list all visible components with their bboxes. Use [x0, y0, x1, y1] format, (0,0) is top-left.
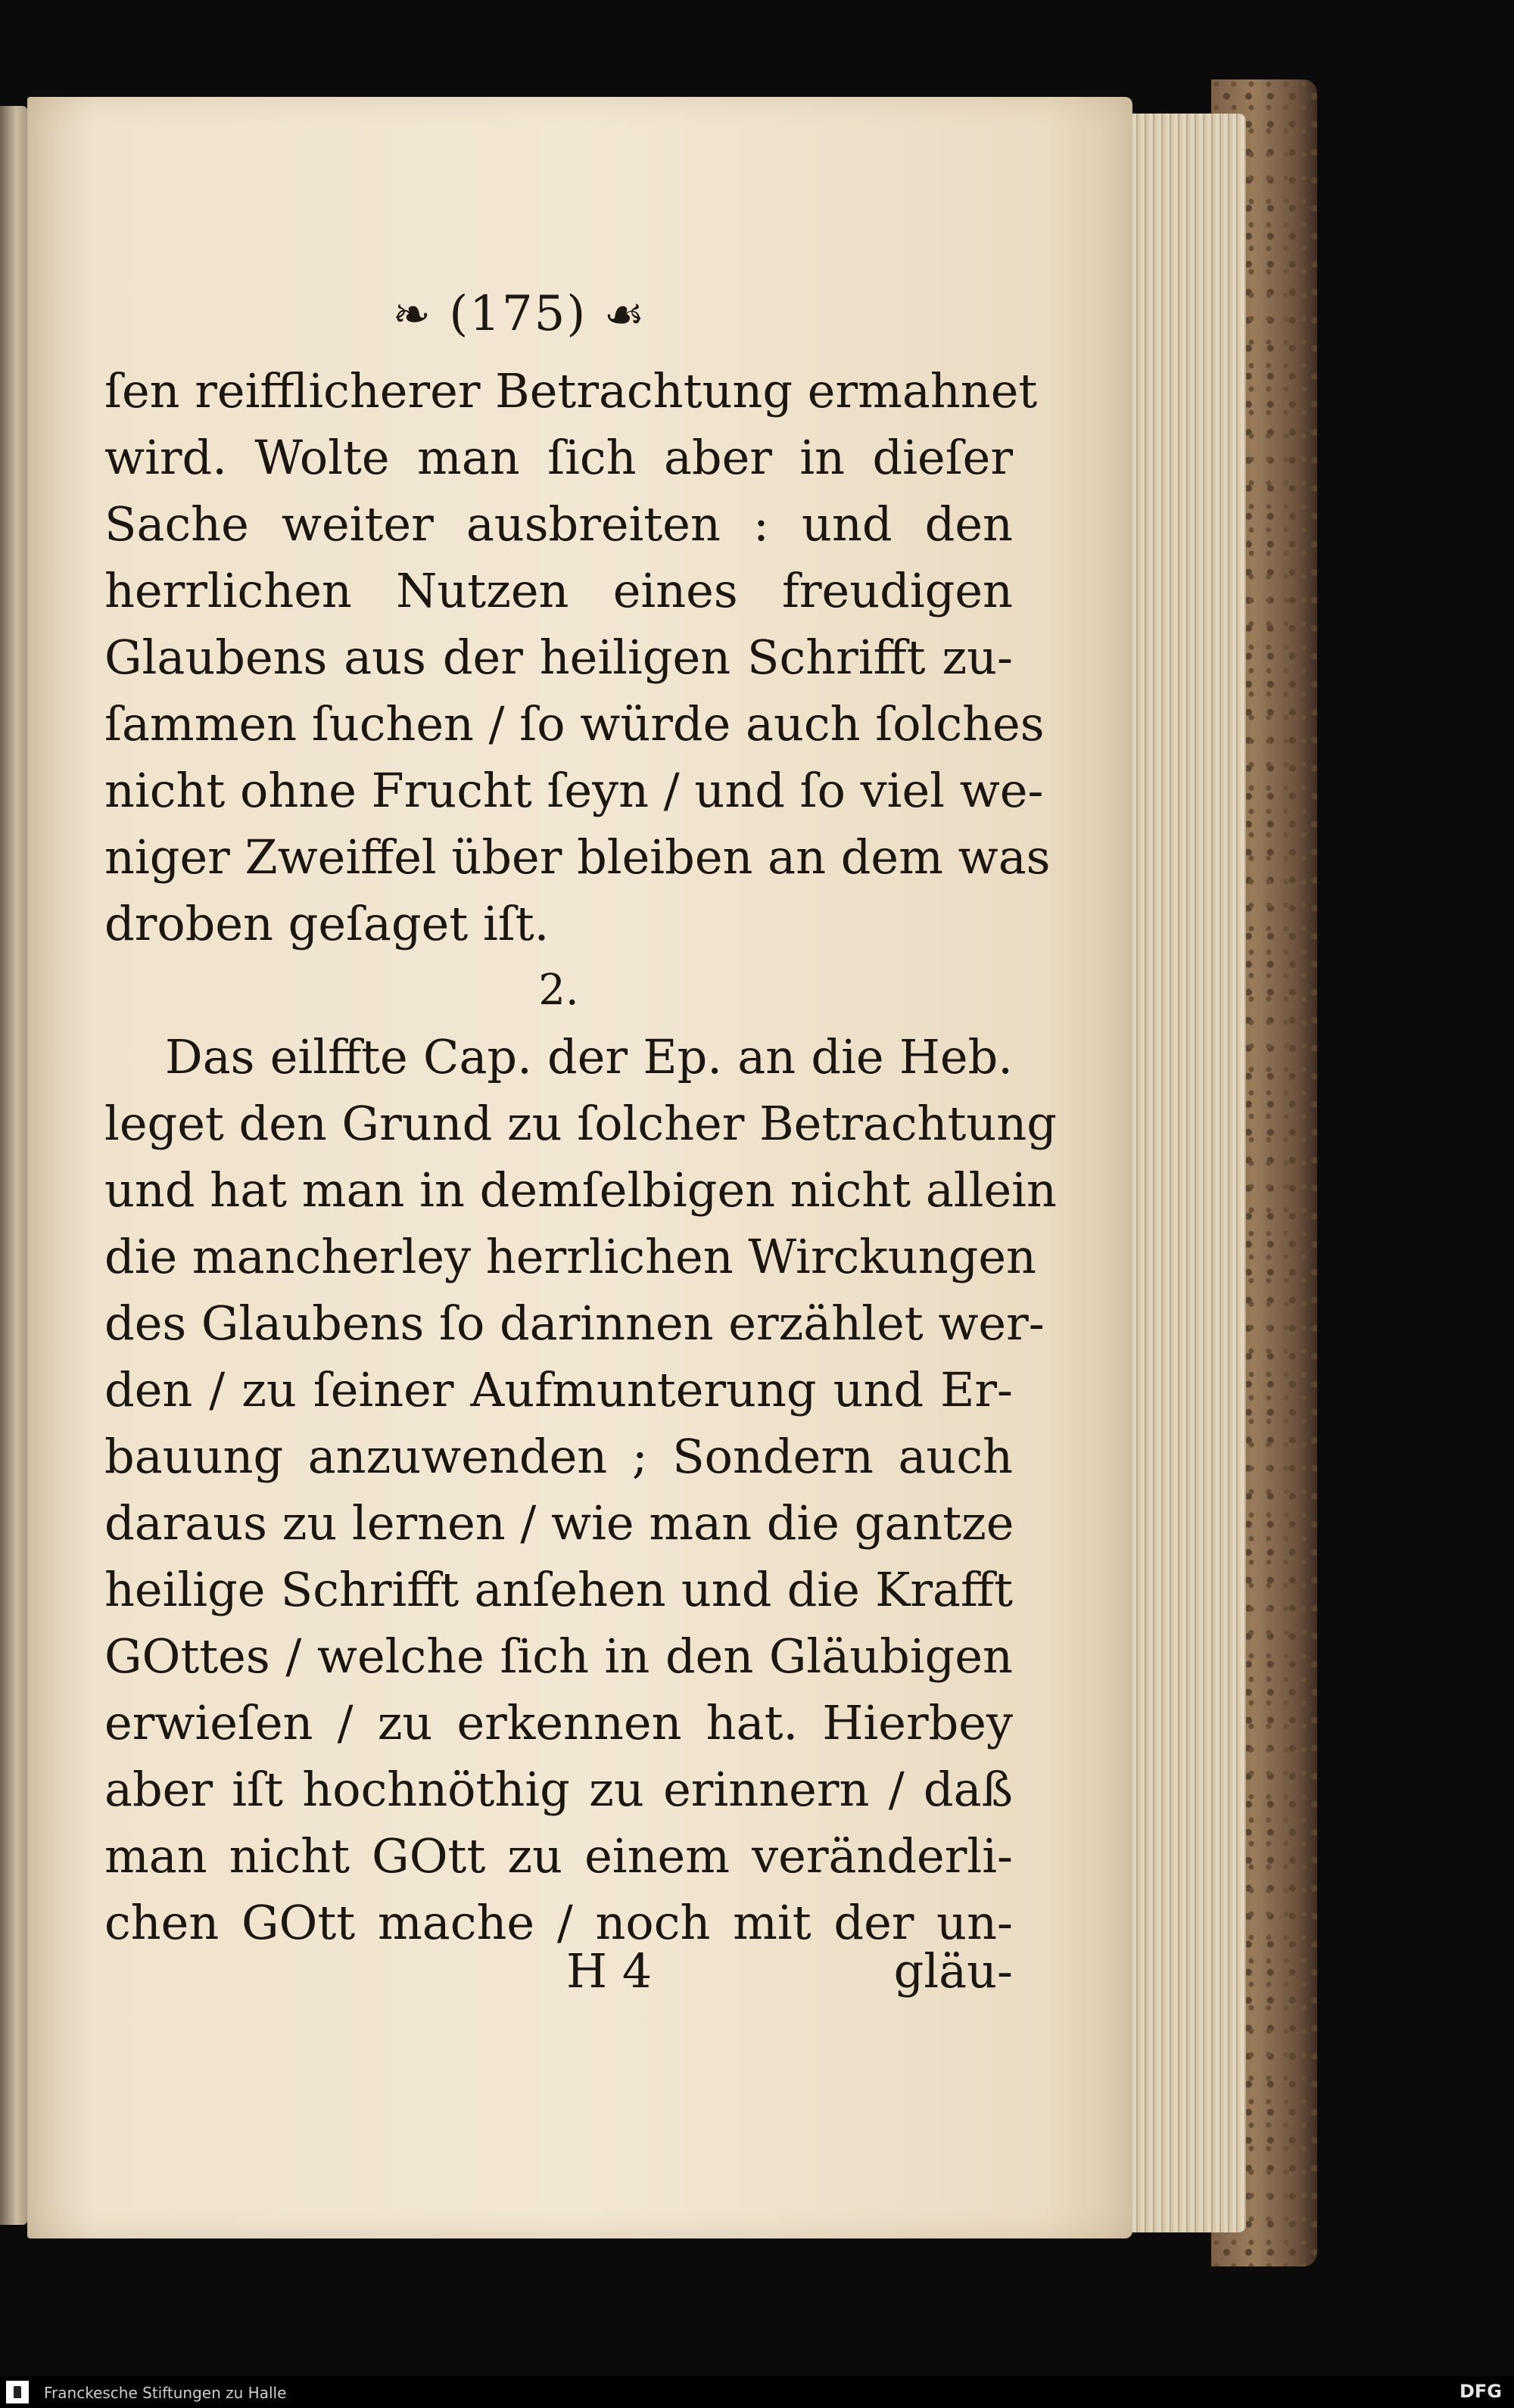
- text-line: daraus zu lernen / wie man die gantze: [104, 1495, 1014, 1551]
- text-line: Sache weiter ausbreiten : und den: [104, 496, 1013, 552]
- text-line: ſammen ſuchen / ſo würde auch ſolches: [104, 696, 1045, 751]
- section-number: 2.: [538, 966, 579, 1015]
- text-line: und hat man in demſelbigen nicht allein: [104, 1162, 1057, 1218]
- text-line: heilige Schrifft anſehen und die Krafft: [104, 1562, 1013, 1617]
- text-line: bauung anzuwenden ; Sondern auch: [104, 1429, 1013, 1484]
- text-line: droben geſaget iſt.: [104, 896, 550, 951]
- page-block-edges: [1132, 114, 1246, 2232]
- text-line: wird. Wolte man ſich aber in dieſer: [104, 430, 1013, 485]
- text-line: die mancherley herrlichen Wirckungen: [104, 1229, 1036, 1284]
- text-line: den / zu ſeiner Aufmunterung und Er-: [104, 1362, 1013, 1417]
- institution-name: Franckesche Stiftungen zu Halle: [44, 2384, 287, 2402]
- text-line: des Glaubens ſo darinnen erzählet wer-: [104, 1296, 1045, 1351]
- text-line: nicht ohne Frucht ſeyn / und ſo viel we-: [104, 763, 1044, 818]
- ornament-right-icon: ☙: [603, 288, 646, 341]
- dfg-logo: DFG: [1459, 2381, 1502, 2402]
- signature-mark: H 4: [566, 1943, 653, 1999]
- page-text: [104, 358, 1057, 1956]
- text-line: leget den Grund zu ſolcher Betrachtung: [104, 1096, 1057, 1151]
- text-line: erwieſen / zu erkennen hat. Hierbey: [104, 1695, 1013, 1750]
- text-line: Glaubens aus der heiligen Schrifft zu-: [104, 630, 1013, 685]
- page-number: (175): [449, 286, 587, 342]
- text-line: herrlichen Nutzen eines freudigen: [104, 563, 1013, 618]
- viewer-footer-bar: [0, 2376, 1514, 2408]
- text-line: niger Zweiffel über bleiben an dem was: [104, 829, 1051, 885]
- text-line: GOttes / welche ſich in den Gläubigen: [104, 1629, 1013, 1684]
- text-line: aber iſt hochnöthig zu erinnern / daß: [104, 1762, 1013, 1817]
- catchword: gläu-: [893, 1943, 1013, 1999]
- text-line: Das eilffte Cap. der Ep. an die Heb.: [165, 1029, 1013, 1084]
- previous-page-edge: [0, 106, 27, 2225]
- institution-logo-icon: [6, 2381, 29, 2403]
- text-line: ſen reifflicherer Betrachtung ermahnet: [104, 363, 1038, 418]
- page-header: [27, 286, 1011, 342]
- page-footer: [104, 1943, 1013, 2011]
- book-page: [27, 97, 1132, 2238]
- ornament-left-icon: ❧: [392, 288, 432, 341]
- text-line: chen GOtt mache / noch mit der un-: [104, 1895, 1013, 1950]
- text-line: man nicht GOtt zu einem veränderli-: [104, 1828, 1013, 1884]
